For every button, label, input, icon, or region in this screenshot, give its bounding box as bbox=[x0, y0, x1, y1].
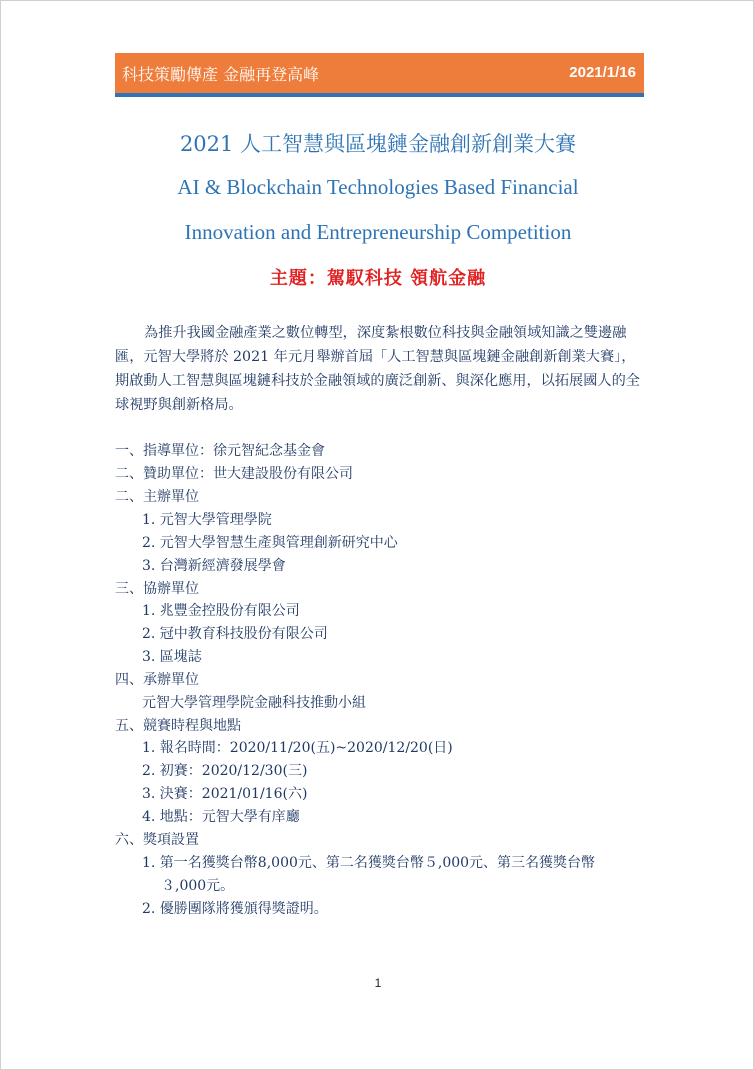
section-guidance: 一、指導單位：徐元智紀念基金會 bbox=[115, 443, 325, 459]
section-sponsor: 二、贊助單位：世大建設股份有限公司 bbox=[115, 466, 353, 482]
organizer-item: 2. 元智大學智慧生產與管理創新研究中心 bbox=[142, 535, 398, 551]
section-schedule: 五、競賽時程與地點 bbox=[115, 718, 241, 734]
intro-text: 為推升我國金融產業之數位轉型，深度紮根數位科技與金融領域知識之雙邊融匯，元智大學將於 2021 年元月舉辦首屆「人工智慧與區塊鏈金融創新創業大賽」，期啟動人工智慧與區塊鏈科技於金融領域的廣泛創新、與深化應用，以拓展國人的全球視野與創新格局。 bbox=[115, 325, 640, 413]
header-date: 2021/1/16 bbox=[569, 64, 636, 81]
organizer-item: 3. 台灣新經濟發展學會 bbox=[142, 558, 286, 574]
co-organizer-item: 2. 冠中教育科技股份有限公司 bbox=[142, 626, 328, 642]
schedule-item: 2. 初賽：2020/12/30(三) bbox=[142, 763, 308, 779]
title-english-line1: AI & Blockchain Technologies Based Financial bbox=[177, 175, 579, 199]
organizer-item: 1. 元智大學管理學院 bbox=[142, 512, 272, 528]
schedule-item: 1. 報名時間：2020/11/20(五)~2020/12/20(日) bbox=[142, 740, 453, 756]
awards-item-1-line2: ３,000元。 bbox=[161, 878, 235, 894]
awards-item-1-line1: 1. 第一名獲獎台幣8,000元、第二名獲獎台幣５,000元、第三名獲獎台幣 bbox=[142, 855, 596, 871]
header-banner bbox=[115, 53, 644, 97]
section-organizer: 二、主辦單位 bbox=[115, 489, 199, 505]
page-number: 1 bbox=[374, 976, 382, 990]
section-executor: 四、承辦單位 bbox=[115, 672, 199, 688]
theme-line: 主題：駕馭科技 領航金融 bbox=[269, 268, 487, 289]
section-co-organizer: 三、協辦單位 bbox=[115, 581, 199, 597]
executor-text: 元智大學管理學院金融科技推動小組 bbox=[142, 695, 366, 711]
co-organizer-item: 3. 區塊誌 bbox=[142, 649, 202, 665]
awards-item-2: 2. 優勝團隊將獲頒得獎證明。 bbox=[142, 901, 328, 917]
header-slogan: 科技策勵傳產 金融再登高峰 bbox=[122, 65, 320, 84]
title-chinese: 2021 人工智慧與區塊鏈金融創新創業大賽 bbox=[179, 132, 577, 156]
title-english-line2: Innovation and Entrepreneurship Competition bbox=[184, 220, 572, 244]
co-organizer-item: 1. 兆豐金控股份有限公司 bbox=[142, 603, 300, 619]
section-awards: 六、獎項設置 bbox=[115, 832, 199, 848]
schedule-item: 3. 決賽：2021/01/16(六) bbox=[142, 786, 308, 802]
schedule-item: 4. 地點：元智大學有庠廳 bbox=[142, 809, 300, 825]
intro-paragraph bbox=[115, 321, 645, 417]
